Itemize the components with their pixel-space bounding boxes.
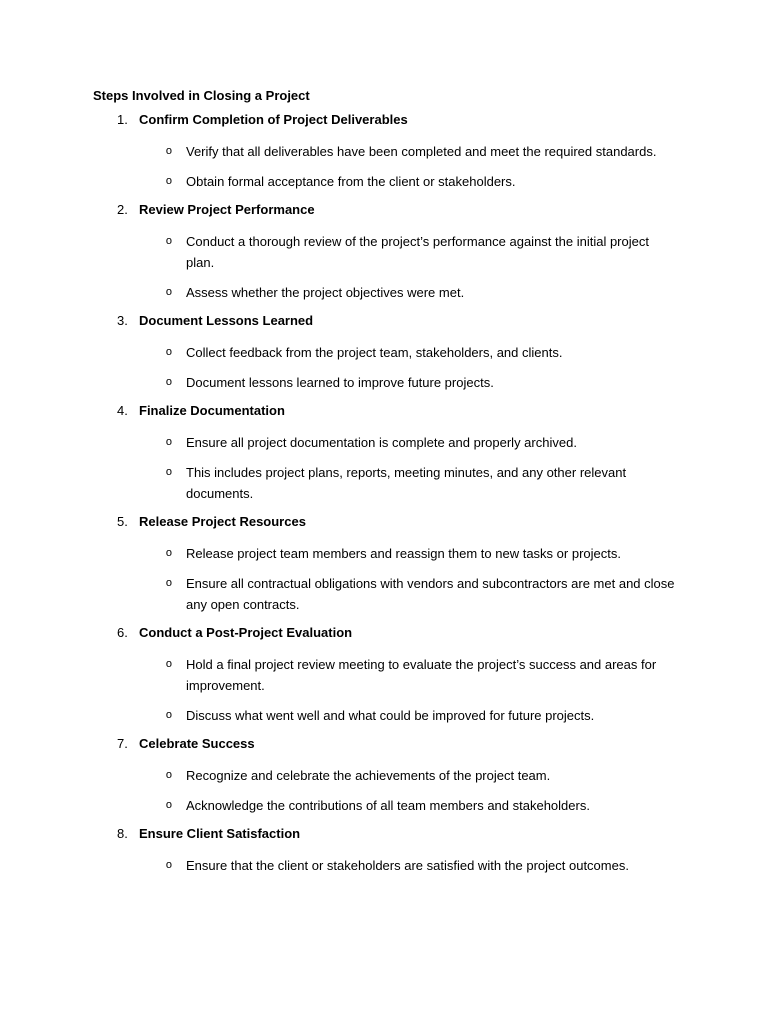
bullet-text: Release project team members and reassign them to new tasks or projects. xyxy=(186,546,621,561)
hollow-bullet-icon: o xyxy=(165,145,172,157)
bullet-list xyxy=(93,855,680,876)
hollow-bullet-icon: o xyxy=(165,859,172,871)
step-number: 5. xyxy=(117,514,128,529)
bullet-list xyxy=(93,543,680,615)
bullet-text: Recognize and celebrate the achievements of the project team. xyxy=(186,768,551,783)
hollow-bullet-icon: o xyxy=(165,547,172,559)
step-number: 2. xyxy=(117,202,128,217)
hollow-bullet-icon: o xyxy=(165,376,172,388)
step-heading xyxy=(93,402,680,420)
bullet-text: Obtain formal acceptance from the client or stakeholders. xyxy=(186,174,516,189)
bullet-item xyxy=(93,171,680,192)
bullet-text: This includes project plans, reports, meeting minutes, and any other relevant documents. xyxy=(186,465,627,501)
step-item xyxy=(93,513,680,615)
step-number: 4. xyxy=(117,403,128,418)
hollow-bullet-icon: o xyxy=(165,466,172,478)
hollow-bullet-icon: o xyxy=(165,175,172,187)
hollow-bullet-icon: o xyxy=(165,769,172,781)
hollow-bullet-icon: o xyxy=(165,799,172,811)
bullet-text: Ensure that the client or stakeholders are satisfied with the project outcomes. xyxy=(186,858,629,873)
hollow-bullet-icon: o xyxy=(165,658,172,670)
step-heading xyxy=(93,201,680,219)
step-number: 3. xyxy=(117,313,128,328)
step-heading xyxy=(93,735,680,753)
step-label: Celebrate Success xyxy=(139,736,255,751)
step-item xyxy=(93,624,680,726)
bullet-item xyxy=(93,372,680,393)
bullet-text: Discuss what went well and what could be improved for future projects. xyxy=(186,708,595,723)
bullet-list xyxy=(93,231,680,303)
step-heading xyxy=(93,624,680,642)
step-item xyxy=(93,312,680,393)
step-label: Finalize Documentation xyxy=(139,403,285,418)
step-heading xyxy=(93,312,680,330)
bullet-list xyxy=(93,342,680,393)
bullet-item xyxy=(93,765,680,786)
step-label: Ensure Client Satisfaction xyxy=(139,826,301,841)
step-label: Release Project Resources xyxy=(139,514,306,529)
steps-list xyxy=(93,111,680,876)
bullet-text: Hold a final project review meeting to evaluate the project’s success and areas for improvement. xyxy=(186,657,657,693)
bullet-item xyxy=(93,432,680,453)
bullet-list xyxy=(93,765,680,816)
step-item xyxy=(93,201,680,303)
hollow-bullet-icon: o xyxy=(165,436,172,448)
step-label: Confirm Completion of Project Deliverables xyxy=(139,112,408,127)
bullet-item xyxy=(93,795,680,816)
hollow-bullet-icon: o xyxy=(165,577,172,589)
bullet-item xyxy=(93,342,680,363)
step-label: Conduct a Post-Project Evaluation xyxy=(139,625,353,640)
hollow-bullet-icon: o xyxy=(165,709,172,721)
step-heading xyxy=(93,825,680,843)
bullet-list xyxy=(93,654,680,726)
bullet-item xyxy=(93,705,680,726)
bullet-text: Ensure all project documentation is complete and properly archived. xyxy=(186,435,577,450)
step-label: Review Project Performance xyxy=(139,202,315,217)
step-item xyxy=(93,735,680,816)
bullet-text: Conduct a thorough review of the project’s performance against the initial project plan. xyxy=(186,234,649,270)
bullet-text: Verify that all deliverables have been completed and meet the required standards. xyxy=(186,144,657,159)
bullet-item xyxy=(93,543,680,564)
bullet-list xyxy=(93,432,680,504)
bullet-text: Ensure all contractual obligations with vendors and subcontractors are met and close any open contracts. xyxy=(186,576,675,612)
step-item xyxy=(93,402,680,504)
step-number: 8. xyxy=(117,826,128,841)
bullet-text: Assess whether the project objectives were met. xyxy=(186,285,465,300)
step-item xyxy=(93,825,680,876)
step-number: 1. xyxy=(117,112,128,127)
step-heading xyxy=(93,111,680,129)
bullet-list xyxy=(93,141,680,192)
hollow-bullet-icon: o xyxy=(165,346,172,358)
bullet-text: Collect feedback from the project team, stakeholders, and clients. xyxy=(186,345,563,360)
bullet-item xyxy=(93,462,680,504)
step-label: Document Lessons Learned xyxy=(139,313,314,328)
bullet-item xyxy=(93,282,680,303)
bullet-item xyxy=(93,855,680,876)
bullet-item xyxy=(93,141,680,162)
hollow-bullet-icon: o xyxy=(165,235,172,247)
bullet-text: Acknowledge the contributions of all team members and stakeholders. xyxy=(186,798,590,813)
step-number: 6. xyxy=(117,625,128,640)
step-heading xyxy=(93,513,680,531)
document-title: Steps Involved in Closing a Project xyxy=(93,88,310,103)
bullet-item xyxy=(93,573,680,615)
bullet-item xyxy=(93,231,680,273)
step-item xyxy=(93,111,680,192)
step-number: 7. xyxy=(117,736,128,751)
bullet-item xyxy=(93,654,680,696)
hollow-bullet-icon: o xyxy=(165,286,172,298)
bullet-text: Document lessons learned to improve future projects. xyxy=(186,375,494,390)
